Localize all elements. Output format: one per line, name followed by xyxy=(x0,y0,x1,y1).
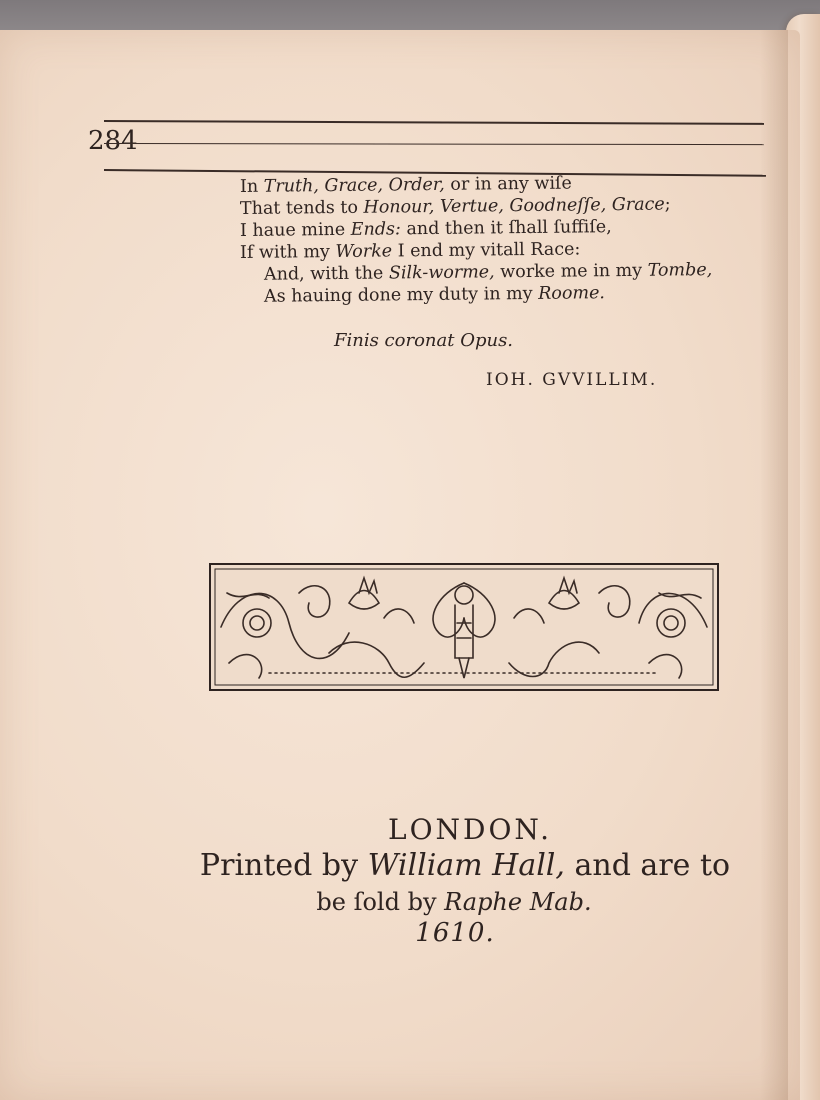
closing-verse xyxy=(239,173,713,308)
imprint-printer-name: William Hall, xyxy=(367,848,565,883)
imprint-city: LONDON. xyxy=(387,813,553,846)
verse-fragment: Honour, Vertue, Goodneſſe, Grace xyxy=(363,194,665,218)
woodcut-ornament-band xyxy=(209,563,719,691)
verse-fragment: In xyxy=(239,176,264,197)
verse-fragment: Truth, Grace, Order, xyxy=(263,174,445,197)
verse-fragment: and then it ſhall ſuffiſe, xyxy=(400,217,612,240)
verse-fragment: Silk-worme, xyxy=(388,262,495,284)
verse-fragment: Ends: xyxy=(350,219,401,240)
imprint-seller-name: Raphe Mab. xyxy=(444,888,592,916)
imprint-printed-suffix: and are to xyxy=(564,848,731,883)
verse-fragment: As hauing done my duty in my xyxy=(263,283,539,307)
verse-fragment: Tombe, xyxy=(647,260,713,281)
page-number: 284 xyxy=(88,126,138,156)
imprint-seller-line xyxy=(0,888,800,916)
show-through-text xyxy=(390,405,395,428)
verse-fragment: And, with the xyxy=(263,263,390,285)
author-signature: IOH. GVVILLIM. xyxy=(486,370,658,390)
verse-fragment: That tends to xyxy=(239,197,364,219)
verse-fragment: I haue mine xyxy=(239,219,351,241)
imprint-sold-by: be ſold by xyxy=(316,888,445,916)
verse-fragment: Roome. xyxy=(538,283,606,304)
imprint-printer-line xyxy=(0,848,800,883)
finis-line: Finis coronat Opus. xyxy=(334,330,514,351)
imprint-year: 1610. xyxy=(415,918,495,948)
verse-fragment: or in any wiſe xyxy=(444,173,572,195)
verse-fragment: worke me in my xyxy=(494,260,648,283)
verse-line xyxy=(240,281,712,308)
verse-fragment: ; xyxy=(664,194,671,215)
verse-fragment: I end my vitall Race: xyxy=(392,239,581,262)
verse-fragment: If with my xyxy=(239,242,336,263)
verse-fragment: Worke xyxy=(335,241,393,262)
imprint-printed-by: Printed by xyxy=(199,848,368,883)
